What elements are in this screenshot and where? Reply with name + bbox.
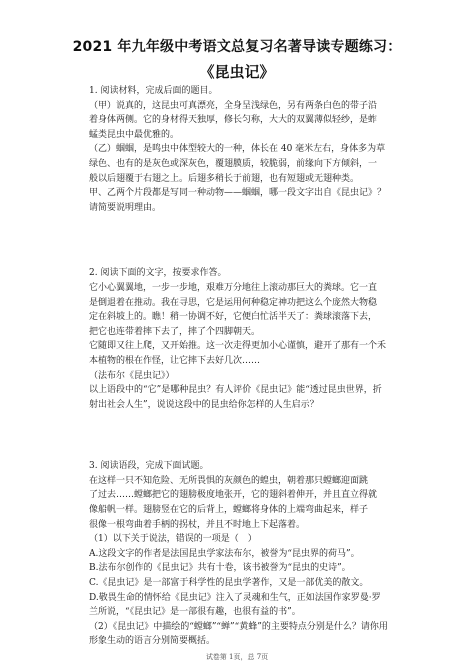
option-a: A.这段文字的作者是法国昆虫学家法布尔，被誉为“昆虫界的荷马”。	[89, 548, 360, 559]
question-3-line: 3. 阅读语段，完成下面试题。	[89, 461, 209, 472]
question-1-line: 着身体两侧。它的身材得天独厚，修长匀称，大大的双翼薄似轻纱，是蚱	[89, 115, 378, 126]
question-1-line: 般以后翅覆于右翅之上。后翅多稍长于前翅，也有短翅或无翅种类。	[89, 173, 360, 184]
question-3-line: 很像一根弯曲着手柄的拐杖，并且不时地上下起落着。	[89, 519, 306, 530]
question-2-line: 以上语段中的“它”是哪种昆虫？有人评价《昆虫记》能“透过昆虫世界，折	[89, 385, 382, 396]
answer-space	[89, 412, 389, 459]
question-2-line: 射出社会人生”，说说这段中的昆虫给你怎样的人生启示？	[89, 399, 319, 410]
option-b: B.法布尔创作的《昆虫记》共有十卷，该书被誉为“昆虫的史诗”。	[89, 563, 351, 574]
question-3-line: （2）《昆虫记》中描绘的“螳螂”“蝉”“黄蜂”的主要特点分别是什么？请你用	[89, 621, 388, 632]
question-1-line: 绿色、也有的是灰色或深灰色，覆翅膜质，较脆弱，前缘向下方倾斜，一	[89, 158, 378, 169]
answer-space	[89, 215, 389, 266]
question-1-line: （乙）蝈蝈，是鸣虫中体型较大的一种，体长在 40 毫米左右，身体多为草	[89, 144, 386, 155]
question-3-line: 像船帆一样。翅膀竖在它的后背上，螳螂将身体的上端弯曲起来，样子	[89, 505, 369, 516]
question-1-line: （甲）说真的，这昆虫可真漂亮，全身呈浅绿色，另有两条白色的带子沿	[89, 100, 378, 111]
option-d-continued: 兰所说，“《昆虫记》是一部很有趣，也很有益的书”。	[89, 607, 301, 618]
question-2-line: 定在斜坡上的。瞧！稍一协调不好，它便白忙活半天了：粪球滚落下去，	[89, 312, 378, 323]
question-2-line: 是倒退着在推动。我在寻思，它是运用何种稳定神功把这么个庞然大物稳	[89, 297, 378, 308]
question-2-line: 本植物的根在作怪，让它摔下去好几次……	[89, 355, 261, 366]
question-3	[89, 459, 389, 649]
question-2	[89, 266, 389, 412]
page-title: 2021 年九年级中考语文总复习名著导读专题练习：	[72, 39, 402, 55]
question-2-line: （法布尔《昆虫记》）	[89, 370, 175, 381]
question-1	[89, 84, 389, 215]
question-3-line: （1）以下关于说法，错误的一项是（ ）	[89, 534, 257, 545]
question-2-line: 把它也连带着摔下去了，摔了个四脚朝天。	[89, 326, 261, 337]
question-3-line: 形象生动的语言分别简要概括。	[89, 636, 216, 647]
option-d: D.敬畏生命的情怀给《昆虫记》注入了灵魂和生气，正如法国作家罗曼·罗	[89, 592, 381, 603]
question-3-line: 在这样一只不知危险、无所畏惧的灰颜色的蝗虫，朝着那只螳螂迎面跳	[89, 475, 369, 486]
question-3-line: 了过去……螳螂把它的翅膀极度地张开，它的翅斜着伸开，并且直立得就	[89, 490, 378, 501]
question-2-line: 2. 阅读下面的文字，按要求作答。	[89, 268, 227, 279]
option-c: C.《昆虫记》是一部富于科学性的昆虫学著作，又是一部优美的散文。	[89, 578, 369, 589]
question-1-line: 甲、乙两个片段都是写同一种动物——蝈蝈，哪一段文字出自《昆虫记》？	[89, 188, 387, 199]
question-1-line: 请简要说明理由。	[89, 202, 162, 213]
question-2-line: 它随即又往上爬，又开始推。这一次走得更加小心谨慎，避开了那有一个禾	[89, 341, 387, 352]
question-2-line: 它小心翼翼地，一步一步地，艰难万分地往上滚动那巨大的粪球。它一直	[89, 282, 378, 293]
question-1-line: 1. 阅读材料，完成后面的题目。	[89, 86, 218, 96]
question-1-line: 蜢类昆虫中最优雅的。	[89, 129, 180, 140]
page-footer: 试卷第 1页，总 7页	[205, 653, 269, 661]
page-subtitle: 《昆虫记》	[199, 63, 275, 81]
document-body	[89, 84, 389, 649]
